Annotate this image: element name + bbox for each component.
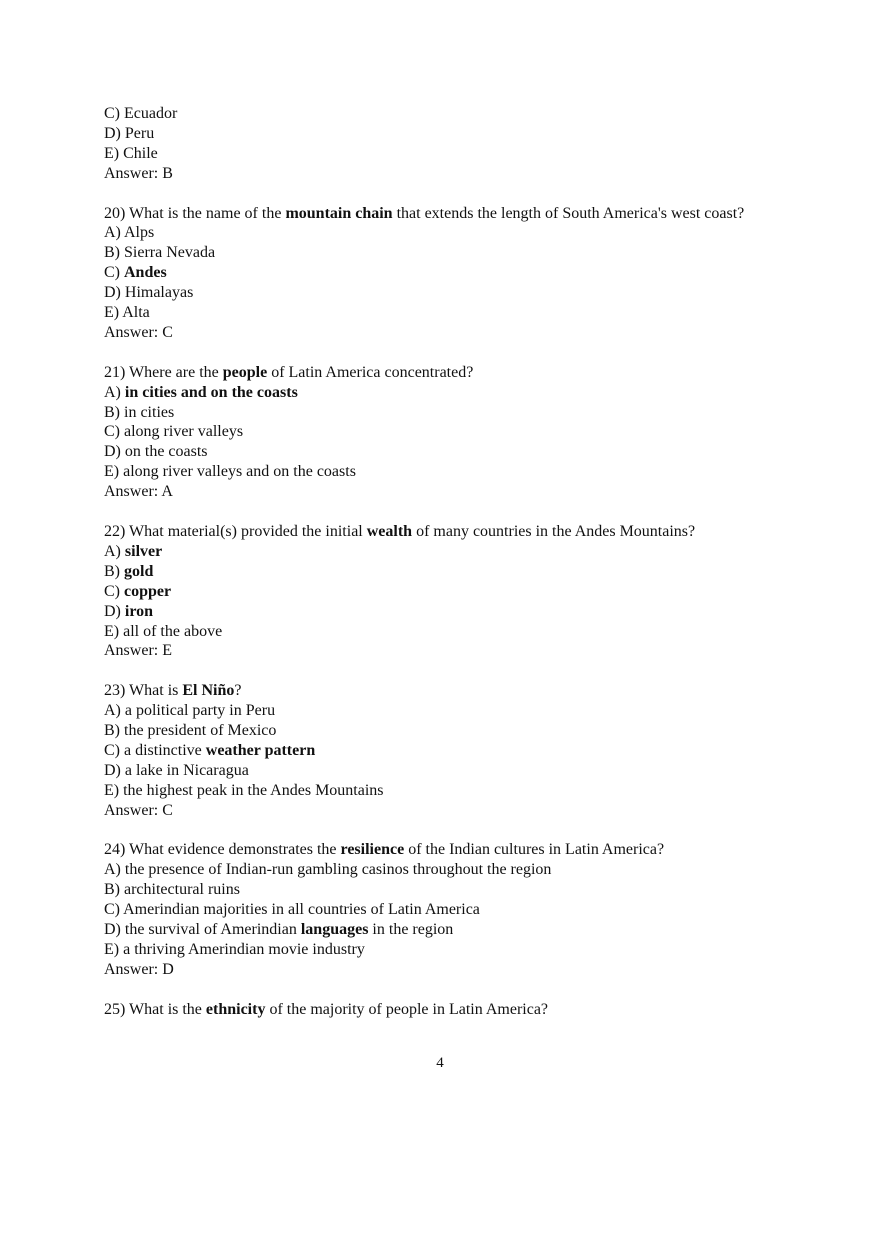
keyword: wealth xyxy=(366,522,413,540)
question-text: 24) What evidence demonstrates the resilience of the Indian cultures in Latin America? xyxy=(104,841,665,859)
option-c: C) along river valleys xyxy=(104,423,244,441)
keyword: resilience xyxy=(340,841,405,859)
option-e: E) a thriving Amerindian movie industry xyxy=(104,940,365,958)
answer: Answer: C xyxy=(104,323,173,341)
option-d: D) iron xyxy=(104,602,154,620)
question-22 xyxy=(104,522,764,661)
option-a: A) in cities and on the coasts xyxy=(104,383,298,401)
option-c: C) a distinctive weather pattern xyxy=(104,741,316,759)
option-c: C) Amerindian majorities in all countries of Latin America xyxy=(104,901,480,919)
option-b: B) architectural ruins xyxy=(104,881,240,899)
page-content xyxy=(104,104,764,1020)
answer: Answer: A xyxy=(104,483,173,501)
question-text: 25) What is the ethnicity of the majority of people in Latin America? xyxy=(104,1000,549,1018)
answer: Answer: B xyxy=(104,164,173,182)
question-24 xyxy=(104,840,764,979)
answer: Answer: C xyxy=(104,801,173,819)
option-b: B) gold xyxy=(104,562,154,580)
question-text: 20) What is the name of the mountain chain that extends the length of South America's west coast? xyxy=(104,204,745,222)
option-d: D) Peru xyxy=(104,124,155,142)
keyword: ethnicity xyxy=(205,1000,266,1018)
answer: Answer: E xyxy=(104,642,172,660)
option-c: C) copper xyxy=(104,582,172,600)
keyword: mountain chain xyxy=(285,204,393,222)
option-c: C) Ecuador xyxy=(104,105,178,122)
option-b: B) the president of Mexico xyxy=(104,722,277,740)
keyword: El Niño xyxy=(182,682,235,700)
keyword: people xyxy=(222,363,268,381)
answer: Answer: D xyxy=(104,960,174,978)
option-a: A) Alps xyxy=(104,224,155,242)
question-text: 21) Where are the people of Latin America concentrated? xyxy=(104,363,474,381)
option-c: C) Andes xyxy=(104,264,167,282)
question-text: 23) What is El Niño? xyxy=(104,682,242,700)
option-a: A) silver xyxy=(104,542,163,560)
question-19-continued xyxy=(104,104,764,184)
question-text: 22) What material(s) provided the initial wealth of many countries in the Andes Mountains? xyxy=(104,522,696,540)
question-20 xyxy=(104,204,764,343)
option-a: A) a political party in Peru xyxy=(104,702,276,720)
question-23 xyxy=(104,681,764,820)
question-21 xyxy=(104,363,764,502)
option-d: D) the survival of Amerindian languages in the region xyxy=(104,921,454,939)
page-number: 4 xyxy=(436,1055,444,1071)
option-b: B) in cities xyxy=(104,403,175,421)
option-e: E) all of the above xyxy=(104,622,223,640)
question-25 xyxy=(104,1000,764,1020)
option-d: D) on the coasts xyxy=(104,443,208,461)
option-e: E) Alta xyxy=(104,304,150,322)
option-a: A) the presence of Indian-run gambling casinos throughout the region xyxy=(104,861,552,879)
option-e: E) the highest peak in the Andes Mountains xyxy=(104,781,384,799)
option-d: D) Himalayas xyxy=(104,284,194,302)
option-b: B) Sierra Nevada xyxy=(104,244,216,262)
option-d: D) a lake in Nicaragua xyxy=(104,761,249,779)
option-e: E) Chile xyxy=(104,144,158,162)
option-e: E) along river valleys and on the coasts xyxy=(104,463,356,481)
